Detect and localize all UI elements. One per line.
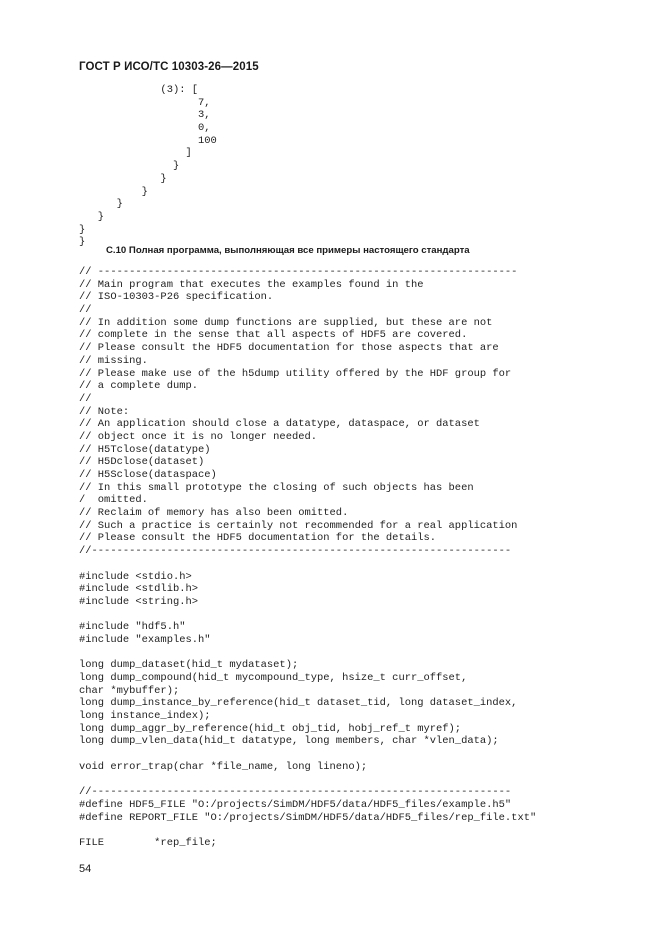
- code-line: // Note:: [79, 405, 130, 418]
- code-line: #include "hdf5.h": [79, 621, 186, 634]
- code-line: [79, 647, 536, 660]
- code-line: (3): [: [79, 84, 199, 96]
- code-block-main: [79, 266, 536, 850]
- code-line: // H5Sclose(dataspace): [79, 469, 217, 481]
- code-line: // Main program that executes the examples found in the: [79, 278, 424, 291]
- code-line: #include "examples.h": [79, 633, 211, 646]
- code-line: //: [79, 304, 92, 317]
- code-line: // Please consult the HDF5 documentation for those aspects that are: [79, 342, 499, 355]
- code-line: }: [79, 236, 86, 249]
- code-line: #include <stdio.h>: [79, 570, 192, 583]
- code-line: #define REPORT_FILE "O:/projects/SimDM/HDF5/data/HDF5_files/rep_file.txt": [79, 811, 537, 824]
- code-line: 100: [79, 134, 217, 147]
- code-line: }: [79, 160, 180, 173]
- code-line: long dump_aggr_by_reference(hid_t obj_tid, hobj_ref_t myref);: [79, 722, 462, 735]
- code-line: }: [79, 210, 105, 223]
- code-line: long dump_dataset(hid_t mydataset);: [79, 659, 299, 672]
- code-line: // In addition some dump functions are supplied, but these are not: [79, 316, 493, 329]
- code-line: // complete in the sense that all aspects of HDF5 are covered.: [79, 329, 468, 342]
- code-line: [79, 558, 536, 571]
- code-line: // Please consult the HDF5 documentation for the details.: [79, 532, 437, 545]
- code-line: long dump_compound(hid_t mycompound_type, hsize_t curr_offset,: [79, 672, 468, 684]
- code-line: }: [79, 185, 148, 198]
- code-line: void error_trap(char *file_name, long lineno);: [79, 760, 368, 773]
- section-title: С.10 Полная программа, выполняющая все примеры настоящего стандарта: [106, 245, 470, 256]
- code-line: FILE *rep_file;: [79, 836, 217, 849]
- code-line: // a complete dump.: [79, 380, 199, 393]
- code-line: / omitted.: [79, 494, 148, 507]
- code-line: // H5Tclose(datatype): [79, 443, 211, 456]
- code-line: [79, 748, 536, 761]
- code-line: //-------------------------------------------------------------------: [79, 786, 512, 799]
- code-line: // Reclaim of memory has also been omitted.: [79, 507, 349, 520]
- code-line: 0,: [79, 122, 211, 135]
- code-line: 7,: [79, 96, 211, 109]
- page-header: ГОСТ Р ИСО/ТС 10303-26—2015: [79, 61, 259, 73]
- code-line: // Please make use of the h5dump utility offered by the HDF group for: [79, 367, 512, 380]
- code-line: //: [79, 392, 92, 405]
- code-line: long dump_instance_by_reference(hid_t dataset_tid, long dataset_index,: [79, 697, 518, 710]
- code-line: }: [79, 198, 123, 211]
- code-line: }: [79, 223, 86, 236]
- code-line: }: [79, 172, 167, 185]
- code-line: #define HDF5_FILE "O:/projects/SimDM/HDF5/data/HDF5_files/example.h5": [79, 798, 512, 811]
- code-line: [79, 774, 536, 787]
- code-line: // H5Dclose(dataset): [79, 456, 205, 469]
- code-line: long dump_vlen_data(hid_t datatype, long members, char *vlen_data);: [79, 735, 499, 748]
- code-line: long instance_index);: [79, 710, 211, 723]
- code-line: // In this small prototype the closing of such objects has been: [79, 481, 474, 494]
- code-line: //-------------------------------------------------------------------: [79, 545, 512, 558]
- code-line: char *mybuffer);: [79, 684, 180, 697]
- code-line: // Such a practice is certainly not recommended for a real application: [79, 519, 518, 532]
- code-line: ]: [79, 147, 192, 160]
- code-line: 3,: [79, 109, 211, 122]
- code-block-top: [79, 84, 217, 249]
- code-line: [79, 609, 536, 622]
- code-line: // object once it is no longer needed.: [79, 430, 318, 443]
- code-line: #include <stdlib.h>: [79, 583, 199, 596]
- code-line: #include <string.h>: [79, 595, 199, 608]
- code-line: [79, 824, 536, 837]
- page-number: 54: [79, 863, 92, 875]
- code-line: // ISO-10303-P26 specification.: [79, 291, 274, 304]
- code-line: // missing.: [79, 354, 148, 367]
- code-line: // An application should close a datatype, dataspace, or dataset: [79, 418, 480, 431]
- code-line: // -------------------------------------------------------------------: [79, 266, 518, 278]
